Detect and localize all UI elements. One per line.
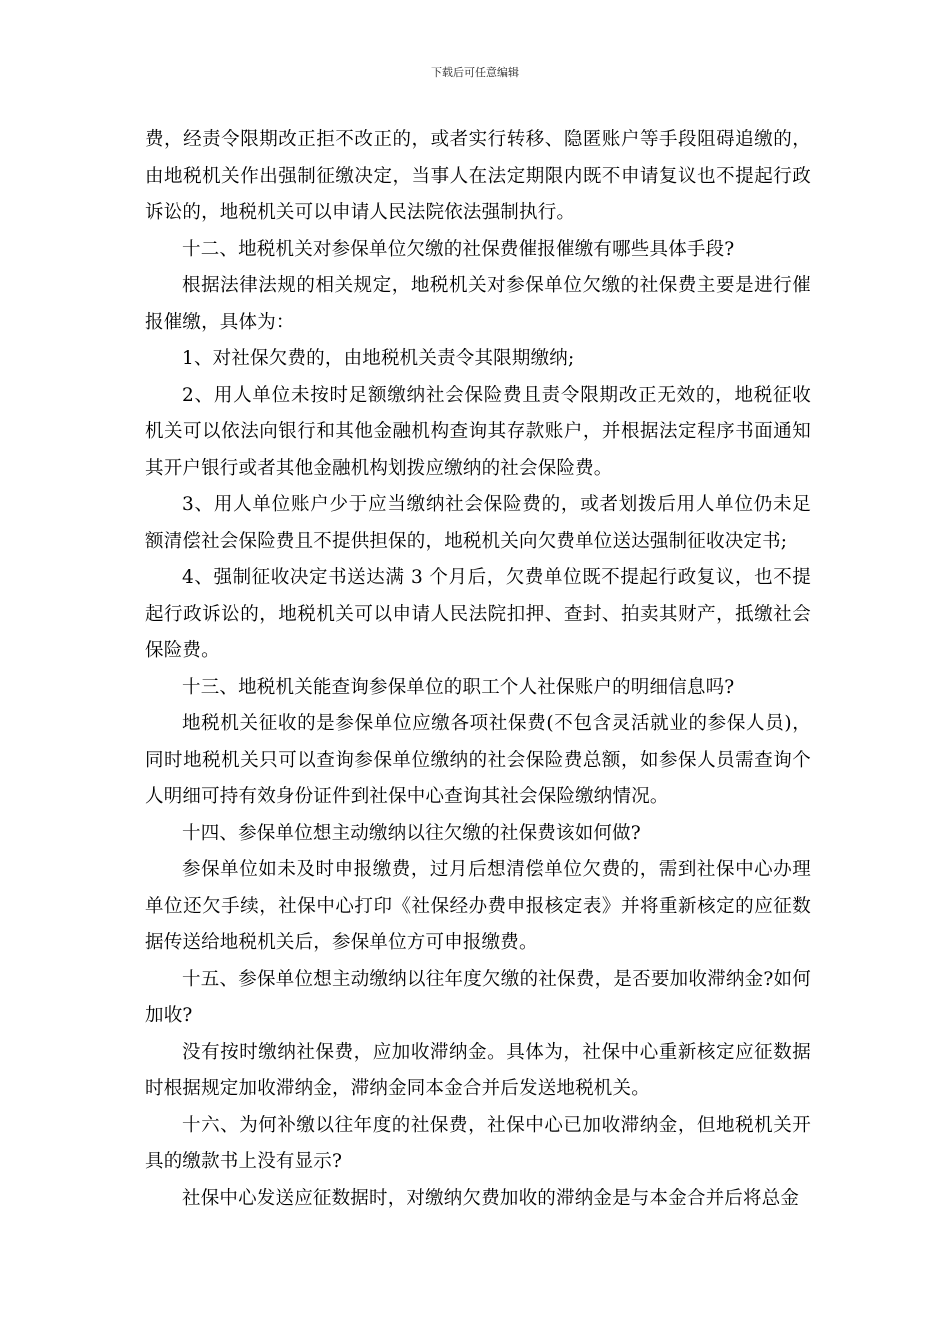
answer-16: 社保中心发送应征数据时，对缴纳欠费加收的滞纳金是与本金合并后将总金 [182,1187,800,1209]
answer-12-item-2: 2、用人单位未按时足额缴纳社会保险费且责令限期改正无效的，地税征收机关可以依法向银行和其他金融机构查询其存款账户，并根据法定程序书面通知其开户银行或者其他金融机构划拨应缴纳的社会保险费。 [145,384,811,479]
question-12-heading: 十二、地税机关对参保单位欠缴的社保费催报催缴有哪些具体手段? [182,238,735,260]
document-body [145,122,811,1217]
question-13-heading: 十三、地税机关能查询参保单位的职工个人社保账户的明细信息吗? [182,676,735,698]
question-14-heading: 十四、参保单位想主动缴纳以往欠缴的社保费该如何做? [182,822,641,844]
answer-12-item-4: 4、强制征收决定书送达满 3 个月后，欠费单位既不提起行政复议，也不提起行政诉讼的，地税机关可以申请人民法院扣押、查封、拍卖其财产，抵缴社会保险费。 [145,567,811,661]
answer-15: 没有按时缴纳社保费，应加收滞纳金。具体为，社保中心重新核定应征数据时根据规定加收滞纳金，滞纳金同本金合并后发送地税机关。 [145,1041,811,1099]
page-header-note: 下载后可任意编辑 [431,66,519,79]
paragraph-continuation: 费，经责令限期改正拒不改正的，或者实行转移、隐匿账户等手段阻碍追缴的，由地税机关作出强制征缴决定，当事人在法定期限内既不申请复议也不提起行政诉讼的，地税机关可以申请人民法院依法强制执行。 [145,129,811,223]
answer-12-intro: 根据法律法规的相关规定，地税机关对参保单位欠缴的社保费主要是进行催报催缴，具体为： [145,275,811,333]
answer-14: 参保单位如未及时申报缴费，过月后想清偿单位欠费的，需到社保中心办理单位还欠手续，社保中心打印《社保经办费申报核定表》并将重新核定的应征数据传送给地税机关后，参保单位方可申报缴费。 [145,859,811,953]
answer-12-item-3: 3、用人单位账户少于应当缴纳社会保险费的，或者划拨后用人单位仍未足额清偿社会保险费且不提供担保的，地税机关向欠费单位送达强制征收决定书; [145,494,811,552]
answer-13: 地税机关征收的是参保单位应缴各项社保费(不包含灵活就业的参保人员)，同时地税机关只可以查询参保单位缴纳的社会保险费总额，如参保人员需查询个人明细可持有效身份证件到社保中心查询其社会保险缴纳情况。 [145,713,811,807]
answer-12-item-1: 1、对社保欠费的，由地税机关责令其限期缴纳; [182,348,575,369]
question-16-heading: 十六、为何补缴以往年度的社保费，社保中心已加收滞纳金，但地税机关开具的缴款书上没有显示? [145,1114,811,1172]
question-15-heading: 十五、参保单位想主动缴纳以往年度欠缴的社保费，是否要加收滞纳金?如何加收? [145,968,811,1026]
